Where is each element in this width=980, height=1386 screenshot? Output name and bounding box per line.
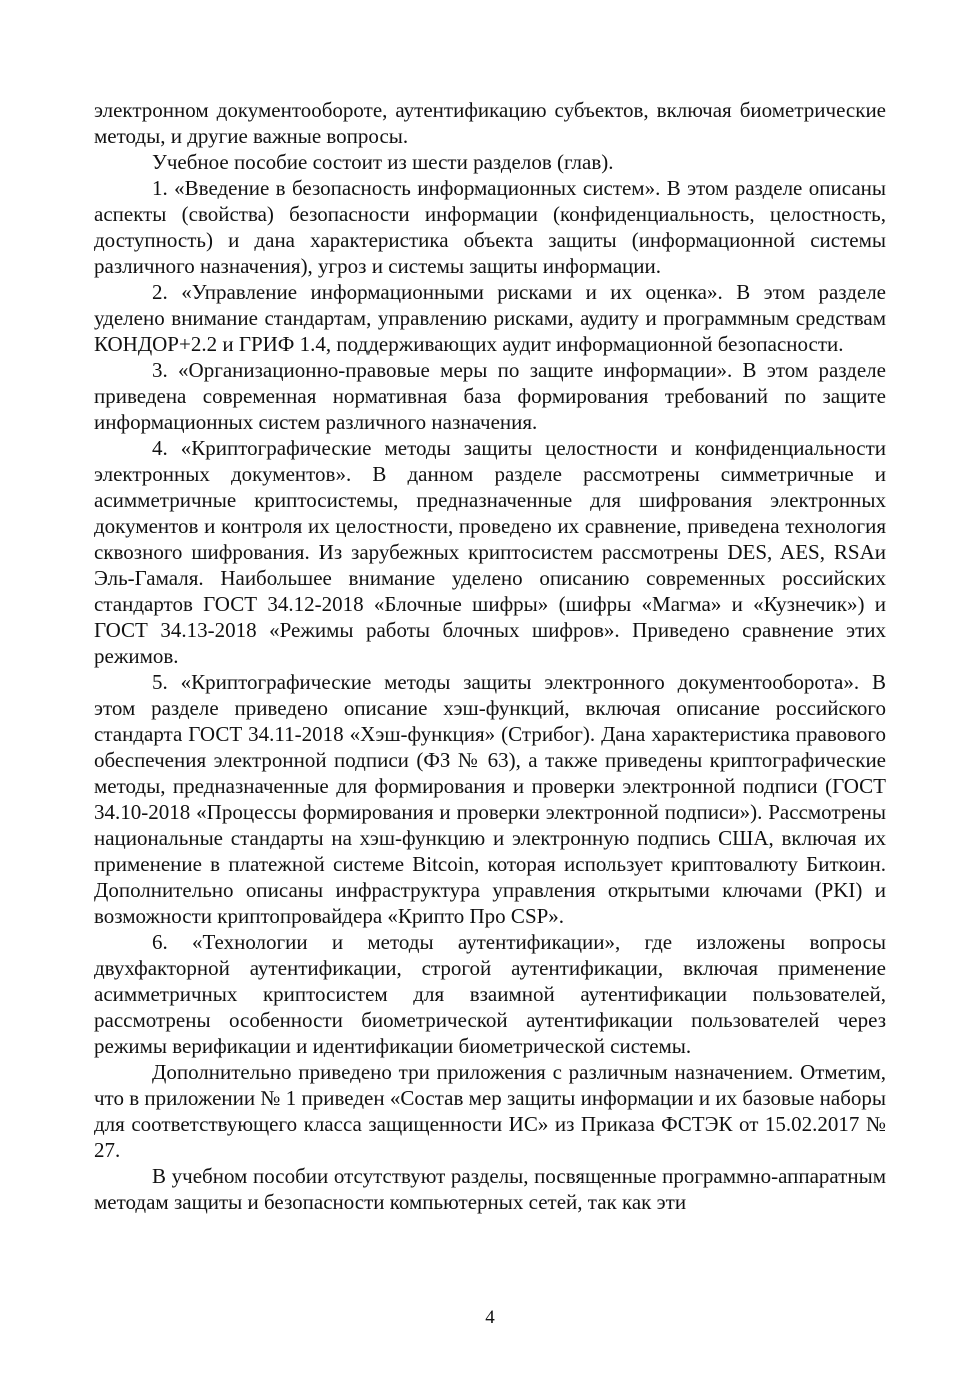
document-body [94, 97, 886, 1215]
paragraph-section-5: 5. «Криптографические методы защиты электронного документооборота». В этом разделе приведено описание хэш-функций, включая описание российского стандарта ГОСТ 34.11-2018 «Хэш-функция» (Стрибог). Дана характеристика правового обеспечения электронной подписи (ФЗ № 63), а также приведены криптографические методы, предназначенные для формирования и проверки электронной подписи (ГОСТ 34.10-2018 «Процессы формирования и проверки электронной подписи»). Рассмотрены национальные стандарты на хэш-функцию и электронную подпись США, включая их применение в платежной системе Bitcoin, которая использует криптовалюту Биткоин. Дополнительно описаны инфраструктура управления открытыми ключами (PKI) и возможности криптопровайдера «Крипто Про CSP». [94, 670, 886, 928]
paragraph-continuation: электронном документообороте, аутентификацию субъектов, включая биометрические методы, и другие важные вопросы. [94, 98, 886, 148]
paragraph-section-3: 3. «Организационно-правовые меры по защите информации». В этом разделе приведена современная нормативная база формирования требований по защите информационных систем различного назначения. [94, 358, 886, 434]
paragraph-section-2: 2. «Управление информационными рисками и их оценка». В этом разделе уделено внимание стандартам, управлению рисками, аудиту и программным средствам КОНДОР+2.2 и ГРИФ 1.4, поддерживающих аудит информационной безопасности. [94, 280, 886, 356]
paragraph-section-6: 6. «Технологии и методы аутентификации», где изложены вопросы двухфакторной аутентификации, строгой аутентификации, включая применение асимметричных криптосистем для взаимной аутентификации пользователей, рассмотрены особенности биометрической аутентификации пользователей через режимы верификации и идентификации биометрической системы. [94, 930, 886, 1058]
paragraph-intro: Учебное пособие состоит из шести разделов (глав). [152, 150, 614, 174]
paragraph-omissions: В учебном пособии отсутствуют разделы, посвященные программно-аппаратным методам защиты и безопасности компьютерных сетей, так как эти [94, 1164, 886, 1214]
paragraph-appendices: Дополнительно приведено три приложения с различным назначением. Отметим, что в приложении № 1 приведен «Состав мер защиты информации и их базовые наборы для соответствующего класса защищенности ИС» из Приказа ФСТЭК от 15.02.2017 № 27. [94, 1060, 886, 1162]
paragraph-section-4: 4. «Криптографические методы защиты целостности и конфиденциальности электронных документов». В данном разделе рассмотрены симметричные и асимметричные криптосистемы, предназначенные для шифрования электронных документов и контроля их целостности, проведено их сравнение, приведена технология сквозного шифрования. Из зарубежных криптосистем рассмотрены DES, AES, RSAи Эль-Гамаля. Наибольшее внимание уделено описанию современных российских стандартов ГОСТ 34.12-2018 «Блочные шифры» (шифры «Магма» и «Кузнечик») и ГОСТ 34.13-2018 «Режимы работы блочных шифров». Приведено сравнение этих режимов. [94, 436, 886, 668]
paragraph-section-1: 1. «Введение в безопасность информационных систем». В этом разделе описаны аспекты (свойства) безопасности информации (конфиденциальность, целостность, доступность) и дана характеристика объекта защиты (информационной системы различного назначения), угроз и системы защиты информации. [94, 176, 886, 278]
page-number: 4 [485, 1307, 495, 1328]
